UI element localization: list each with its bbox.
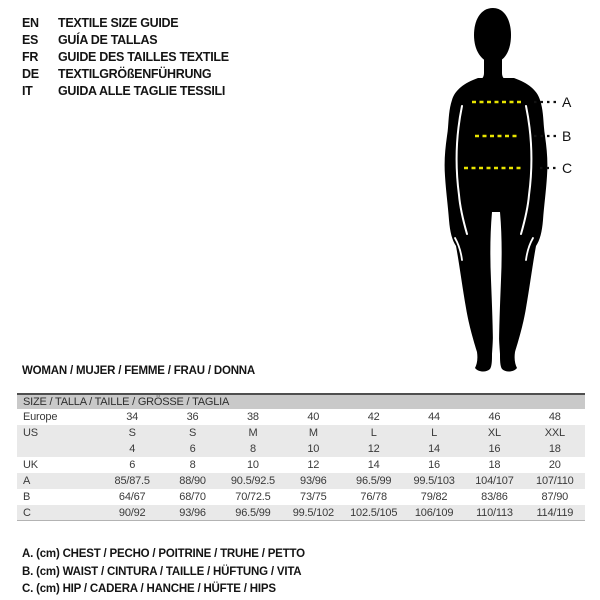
cell: XL [487,427,501,439]
size-table-header: SIZE / TALLA / TAILLE / GRÖSSE / TAGLIA [17,393,585,409]
lang-text: TEXTILGRÖßENFÜHRUNG [58,67,212,81]
lang-code: EN [22,16,39,30]
cell: 48 [548,411,561,423]
cell: 18 [548,443,561,455]
cell: 79/82 [420,491,448,503]
legend-chest: A. (cm) CHEST / PECHO / POITRINE / TRUHE / PETTO [22,548,305,560]
cell: M [308,427,318,439]
cell: 46 [488,411,501,423]
cell: L [431,427,438,439]
group-title-woman: WOMAN / MUJER / FEMME / FRAU / DONNA [22,365,256,377]
cell: 40 [307,411,320,423]
cell: 10 [247,459,259,471]
cell: 8 [249,443,256,455]
cell: 14 [367,459,380,471]
cell: S [188,427,197,439]
cell: 93/96 [300,475,327,487]
lang-code: DE [22,67,39,81]
cell: 73/75 [300,491,327,503]
cell: 90/92 [118,507,146,519]
cell: 70/72.5 [235,491,271,503]
cell: M [248,427,258,439]
table-row-hip [17,505,585,521]
legend-hip: C. (cm) HIP / CADERA / HANCHE / HÜFTE / HIPS [22,583,276,595]
marker-label-c: C [562,160,573,176]
cell: 44 [428,411,440,423]
cell: 85/87.5 [114,475,150,487]
cell: 114/119 [536,507,574,519]
cell: 68/70 [179,491,206,503]
lang-code: IT [22,84,33,98]
table-row-uk [17,457,585,473]
cell: 90.5/92.5 [230,475,275,487]
cell: 102.5/105 [350,507,398,519]
lang-code: ES [22,33,39,47]
cell: 16 [488,443,501,455]
cell: XXL [544,427,565,439]
cell: 16 [428,459,440,471]
cell: 18 [488,459,501,471]
marker-label-b: B [562,128,572,144]
cell: 12 [367,443,380,455]
cell: 106/109 [414,507,454,519]
cell: 4 [129,443,136,455]
cell: 99.5/103 [413,475,455,487]
cell: 87/90 [541,491,569,503]
lang-text: GUIDA ALLE TAGLIE TESSILI [58,84,226,98]
cell: 8 [189,459,196,471]
lang-code: FR [22,50,39,64]
legend-waist: B. (cm) WAIST / CINTURA / TAILLE / HÜFTUNG / VITA [22,565,302,578]
cell: 36 [186,411,199,423]
lang-text: GUIDE DES TAILLES TEXTILE [58,50,229,64]
table-row-europe [17,409,585,425]
cell: 93/96 [179,507,206,519]
cell: 6 [189,443,196,455]
table-row-chest [17,473,585,489]
lang-text: TEXTILE SIZE GUIDE [58,16,179,30]
cell: 64/67 [118,491,146,503]
row-label: US [23,427,38,439]
table-row-us-numeric [17,441,585,457]
cell: 96.5/99 [235,507,271,519]
cell: 107/110 [536,475,574,487]
row-label: C [23,507,31,519]
cell: S [128,427,136,439]
cell: 42 [367,411,380,423]
cell: 88/90 [179,475,206,487]
size-table [17,393,585,521]
table-row-us-letter [17,425,585,441]
cell: 99.5/102 [292,507,334,519]
cell: 34 [126,411,139,423]
cell: 96.5/99 [356,475,392,487]
row-label: UK [23,459,38,471]
cell: 83/86 [481,491,508,503]
cell: 104/107 [475,475,514,487]
cell: 14 [428,443,440,455]
cell: 12 [307,459,320,471]
cell: 38 [247,411,259,423]
cell: 20 [548,459,561,471]
cell: 6 [129,459,136,471]
lang-text: GUÍA DE TALLAS [58,33,158,47]
cell: L [370,427,377,439]
row-label [17,441,102,457]
table-row-waist [17,489,585,505]
cell: 76/78 [360,491,387,503]
measurement-legend [22,546,305,599]
cell: 10 [307,443,320,455]
row-label: A [23,475,31,487]
cell: 110/113 [476,507,513,519]
marker-label-a: A [562,94,572,110]
row-label: B [23,491,31,503]
row-label: Europe [23,411,58,423]
